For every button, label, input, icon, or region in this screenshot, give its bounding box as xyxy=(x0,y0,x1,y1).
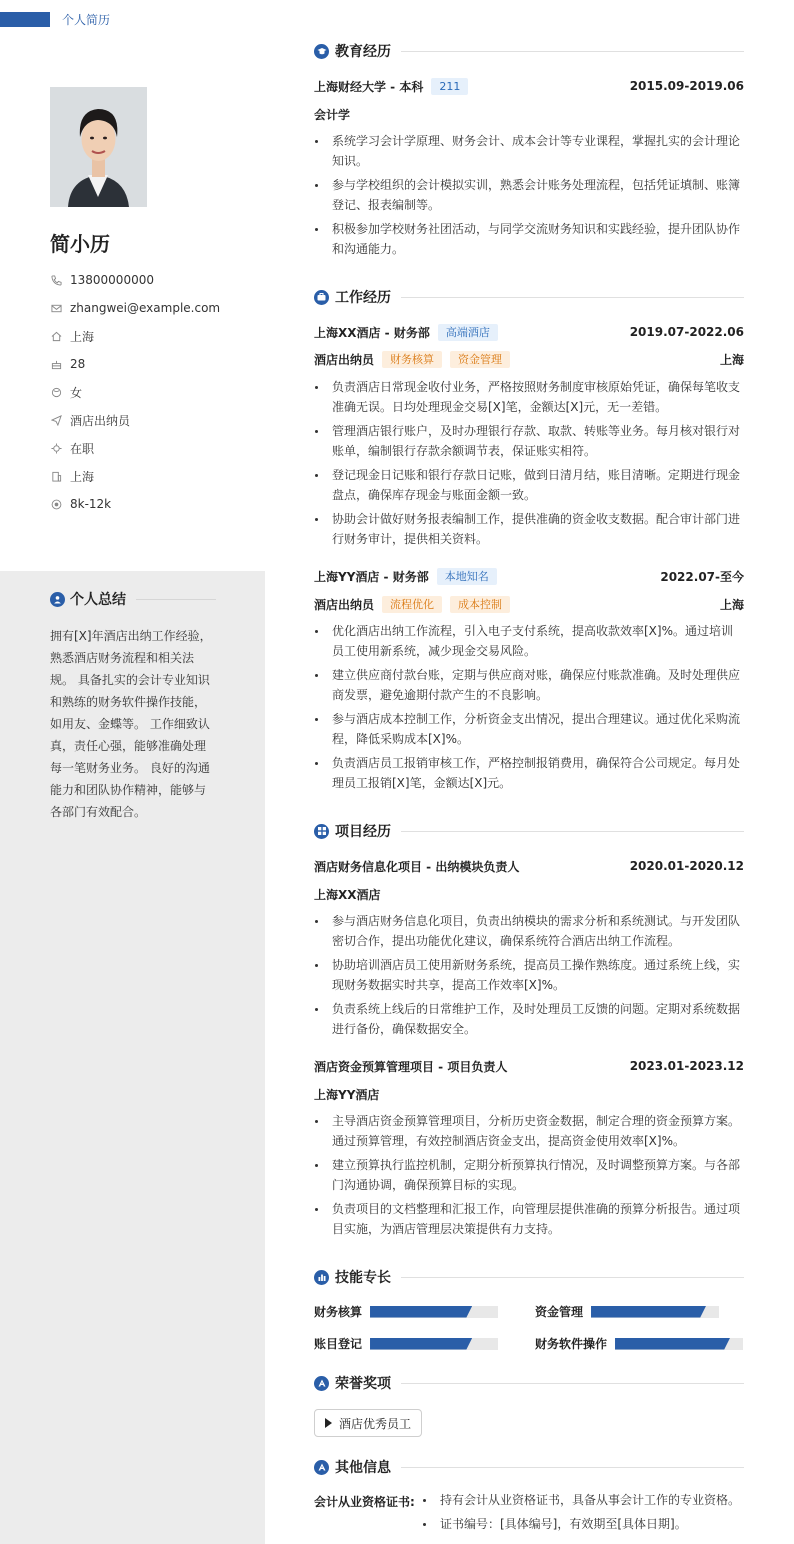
project-2-date: 2023.01-2023.12 xyxy=(629,1059,744,1073)
job-1-company: 上海XX酒店 - 财务部 xyxy=(314,325,430,340)
info-status xyxy=(50,434,220,462)
summary-text: 拥有[X]年酒店出纳工作经验，熟悉酒店财务流程和相关法规。 具备扎实的会计专业知识和熟练的财务软件操作技能，如用友、金蝶等。 工作细致认真，责任心强，能够准确处理每一笔财务业务。 良好的沟通能力和团队协作精神，能够与各部门有效配合。 xyxy=(50,629,212,819)
summary-title: 个人总结 xyxy=(70,592,126,608)
list-item: 负责项目的文档整理和汇报工作，向管理层提供准确的预算分析报告。通过项目实施，为酒店管理层决策提供有力支持。 xyxy=(314,1199,744,1239)
project-2-org-row xyxy=(314,1085,744,1103)
phone-text: 13800000000 xyxy=(70,273,154,287)
skill-bar-fill xyxy=(591,1306,706,1318)
education-date: 2015.09-2019.06 xyxy=(629,79,744,93)
education-row xyxy=(314,77,744,95)
mail-icon xyxy=(50,302,62,314)
work-heading xyxy=(314,287,744,307)
job-2-bullets xyxy=(314,621,744,797)
info-gender xyxy=(50,378,220,406)
work-divider xyxy=(401,297,744,298)
certificate-list xyxy=(422,1490,744,1538)
job-2-skill-tag: 流程优化 xyxy=(382,596,442,613)
skill-item xyxy=(314,1335,498,1352)
salary-text: 8k-12k xyxy=(70,497,112,511)
awards-divider xyxy=(401,1383,744,1384)
list-item: 优化酒店出纳工作流程，引入电子支付系统，提高收款效率[X]%。通过培训员工使用新系统，减少现金交易风险。 xyxy=(314,621,744,661)
job-2-tag: 本地知名 xyxy=(437,568,497,585)
status-text: 在职 xyxy=(70,441,95,456)
project-1-row xyxy=(314,857,744,875)
city-text: 上海 xyxy=(70,469,95,484)
other-title: 其他信息 xyxy=(335,1460,391,1476)
job-1-bullets xyxy=(314,377,744,553)
skill-bar xyxy=(370,1338,498,1350)
info-salary xyxy=(50,490,220,518)
project-1-org: 上海XX酒店 xyxy=(314,887,381,902)
project-2-name: 酒店资金预算管理项目 - 项目负责人 xyxy=(314,1059,508,1074)
projects-heading xyxy=(314,821,744,841)
project-1-date: 2020.01-2020.12 xyxy=(629,859,744,873)
info-job-title xyxy=(50,406,220,434)
award-icon xyxy=(314,1376,329,1391)
job-2-city: 上海 xyxy=(719,597,744,612)
info-phone xyxy=(50,266,220,294)
info-icon xyxy=(314,1460,329,1475)
list-item: 主导酒店资金预算管理项目，分析历史资金数据，制定合理的资金预算方案。通过预算管理，有效控制酒店资金支出，提高资金使用效率[X]%。 xyxy=(314,1111,744,1151)
job-1-skill-tag: 资金管理 xyxy=(450,351,510,368)
grid-icon xyxy=(314,824,329,839)
age-text: 28 xyxy=(70,357,86,371)
job-2-date: 2022.07-至今 xyxy=(660,569,744,584)
skills-divider xyxy=(401,1277,744,1278)
awards-title: 荣誉奖项 xyxy=(335,1376,391,1392)
job-1-city: 上海 xyxy=(719,352,744,367)
job-1-date: 2019.07-2022.06 xyxy=(629,325,744,339)
skill-bar-fill xyxy=(370,1306,472,1318)
job-1-position: 酒店出纳员 xyxy=(314,352,375,367)
award-label: 酒店优秀员工 xyxy=(339,1416,412,1431)
list-item: 建立供应商付款台账，定期与供应商对账，确保应付账款准确。及时处理供应商发票，避免逾期付款产生的不良影响。 xyxy=(314,665,744,705)
info-email xyxy=(50,294,220,322)
project-2-row xyxy=(314,1057,744,1075)
person-icon xyxy=(50,592,65,607)
job-1-row xyxy=(314,323,744,341)
education-heading xyxy=(314,41,744,61)
info-age xyxy=(50,350,220,378)
home-icon xyxy=(50,330,62,342)
gender-icon xyxy=(50,386,62,398)
work-title: 工作经历 xyxy=(335,290,391,306)
skill-bar xyxy=(591,1306,719,1318)
school-tag: 211 xyxy=(431,78,468,95)
info-location xyxy=(50,322,220,350)
header-accent-bar xyxy=(0,12,50,27)
skill-name: 财务核算 xyxy=(314,1305,363,1319)
list-item: 负责酒店员工报销审核工作，严格控制报销费用，确保符合公司规定。每月处理员工报销[X]笔，金额达[X]元。 xyxy=(314,753,744,793)
major-name: 会计学 xyxy=(314,107,351,122)
play-icon xyxy=(325,1418,332,1428)
gender-text: 女 xyxy=(70,385,83,400)
skill-name: 财务软件操作 xyxy=(535,1337,608,1351)
education-divider xyxy=(401,51,744,52)
other-heading xyxy=(314,1457,744,1477)
list-item: 参与学校组织的会计模拟实训，熟悉会计账务处理流程，包括凭证填制、账簿登记、报表编制等。 xyxy=(314,175,744,215)
summary-heading xyxy=(50,589,216,609)
list-item: 负责酒店日常现金收付业务，严格按照财务制度审核原始凭证，确保每笔收支准确无误。日均处理现金交易[X]笔，金额达[X]元，无一差错。 xyxy=(314,377,744,417)
summary-divider xyxy=(136,599,216,600)
skill-name: 账目登记 xyxy=(314,1337,363,1351)
project-1-name: 酒店财务信息化项目 - 出纳模块负责人 xyxy=(314,859,520,874)
job-2-position: 酒店出纳员 xyxy=(314,597,375,612)
award-item-button[interactable] xyxy=(314,1409,422,1437)
job-2-position-row xyxy=(314,595,744,613)
status-icon xyxy=(50,442,62,454)
candidate-name: 简小历 xyxy=(50,232,110,256)
list-item: 证书编号：[具体编号]，有效期至[具体日期]。 xyxy=(422,1514,744,1534)
job-2-row xyxy=(314,567,744,585)
list-item: 系统学习会计学原理、财务会计、成本会计等专业课程，掌握扎实的会计理论知识。 xyxy=(314,131,744,171)
list-item: 积极参加学校财务社团活动，与同学交流财务知识和实践经验，提升团队协作和沟通能力。 xyxy=(314,219,744,259)
projects-divider xyxy=(401,831,744,832)
list-item: 建立预算执行监控机制，定期分析预算执行情况，及时调整预算方案。与各部门沟通协调，确保预算目标的实现。 xyxy=(314,1155,744,1195)
list-item: 参与酒店财务信息化项目，负责出纳模块的需求分析和系统测试。与开发团队密切合作，提出功能优化建议，确保系统符合酒店出纳工作流程。 xyxy=(314,911,744,951)
bar-chart-icon xyxy=(314,1270,329,1285)
job-2-skill-tag: 成本控制 xyxy=(450,596,510,613)
skill-name: 资金管理 xyxy=(535,1305,584,1319)
job-2-company: 上海YY酒店 - 财务部 xyxy=(314,569,429,584)
projects-title: 项目经历 xyxy=(335,824,391,840)
page-title: 个人简历 xyxy=(62,13,111,27)
job-1-position-row xyxy=(314,350,744,368)
job-1-tag: 高端酒店 xyxy=(438,324,498,341)
education-title: 教育经历 xyxy=(335,44,391,60)
job-title-text: 酒店出纳员 xyxy=(70,413,131,428)
info-city xyxy=(50,462,220,490)
send-icon xyxy=(50,414,62,426)
list-item: 协助培训酒店员工使用新财务系统，提高员工操作熟练度。通过系统上线，实现财务数据实时共享，提高工作效率[X]%。 xyxy=(314,955,744,995)
awards-heading xyxy=(314,1373,744,1393)
education-bullets xyxy=(314,131,744,263)
salary-icon xyxy=(50,498,62,510)
skill-bar-fill xyxy=(370,1338,472,1350)
list-item: 协助会计做好财务报表编制工作，提供准确的资金收支数据。配合审计部门进行财务审计，提供相关资料。 xyxy=(314,509,744,549)
graduation-cap-icon xyxy=(314,44,329,59)
skill-item xyxy=(314,1303,498,1320)
phone-icon xyxy=(50,274,62,286)
school-name: 上海财经大学 - 本科 xyxy=(314,79,424,94)
list-item: 负责系统上线后的日常维护工作，及时处理员工反馈的问题。定期对系统数据进行备份，确保数据安全。 xyxy=(314,999,744,1039)
building-icon xyxy=(50,470,62,482)
skill-item xyxy=(535,1303,719,1320)
skill-bar xyxy=(615,1338,743,1350)
skill-bar xyxy=(370,1306,498,1318)
cake-icon xyxy=(50,358,62,370)
profile-photo xyxy=(50,87,147,207)
project-1-bullets xyxy=(314,911,744,1043)
skill-item xyxy=(535,1335,743,1352)
project-2-bullets xyxy=(314,1111,744,1243)
location-text: 上海 xyxy=(70,329,95,344)
list-item: 管理酒店银行账户，及时办理银行存款、取款、转账等业务。每月核对银行对账单，编制银行存款余额调节表，保证账实相符。 xyxy=(314,421,744,461)
briefcase-icon xyxy=(314,290,329,305)
skill-bar-fill xyxy=(615,1338,730,1350)
certificate-label: 会计从业资格证书: xyxy=(314,1495,415,1509)
email-text: zhangwei@example.com xyxy=(70,301,221,315)
major-row xyxy=(314,105,744,123)
job-1-skill-tag: 财务核算 xyxy=(382,351,442,368)
project-1-org-row xyxy=(314,885,744,903)
skills-heading xyxy=(314,1267,744,1287)
list-item: 登记现金日记账和银行存款日记账，做到日清月结，账目清晰。定期进行现金盘点，确保库存现金与账面金额一致。 xyxy=(314,465,744,505)
skills-title: 技能专长 xyxy=(335,1270,391,1286)
list-item: 持有会计从业资格证书，具备从事会计工作的专业资格。 xyxy=(422,1490,744,1510)
contact-info-list xyxy=(50,266,220,518)
project-2-org: 上海YY酒店 xyxy=(314,1087,380,1102)
list-item: 参与酒店成本控制工作，分析资金支出情况，提出合理建议。通过优化采购流程，降低采购成本[X]%。 xyxy=(314,709,744,749)
other-divider xyxy=(401,1467,744,1468)
